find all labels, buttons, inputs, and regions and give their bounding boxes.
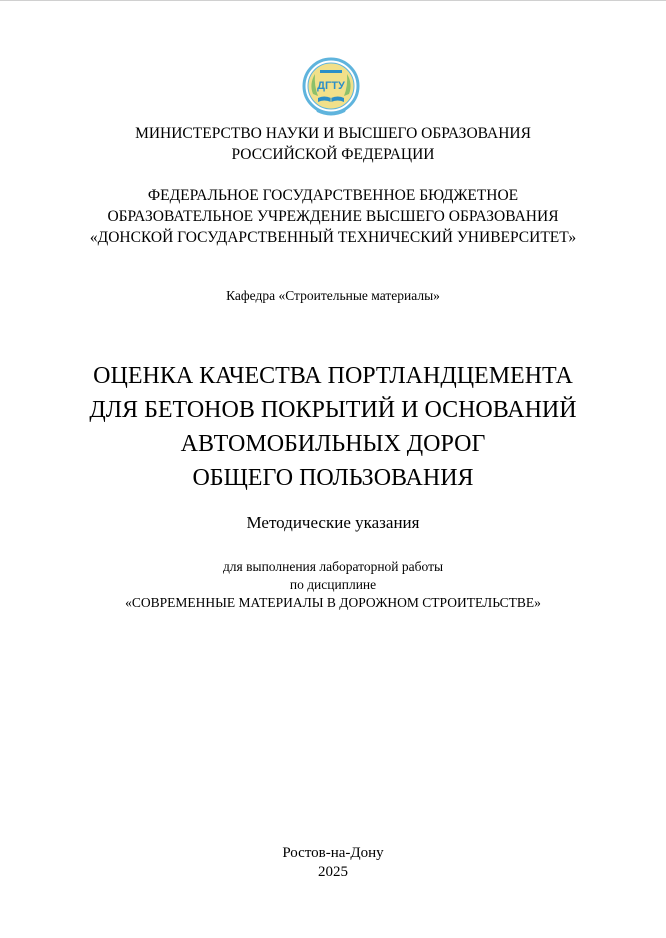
document-purpose xyxy=(0,558,666,612)
ministry-line-1: МИНИСТЕРСТВО НАУКИ И ВЫСШЕГО ОБРАЗОВАНИЯ xyxy=(135,125,531,142)
document-title xyxy=(0,359,666,495)
institution-heading xyxy=(0,185,666,248)
subtitle-text: Методические указания xyxy=(246,513,420,532)
logo-text: ДГТУ xyxy=(317,80,345,92)
institution-line-1: ФЕДЕРАЛЬНОЕ ГОСУДАРСТВЕННОЕ БЮДЖЕТНОЕ xyxy=(147,187,519,204)
document-subtitle xyxy=(0,512,666,534)
purpose-line-3: «СОВРЕМЕННЫЕ МАТЕРИАЛЫ В ДОРОЖНОМ СТРОИТЕЛЬСТВЕ» xyxy=(125,595,541,610)
ministry-line-2: РОССИЙСКОЙ ФЕДЕРАЦИИ xyxy=(231,146,435,163)
title-line-2: ДЛЯ БЕТОНОВ ПОКРЫТИЙ И ОСНОВАНИЙ xyxy=(89,397,577,423)
publication-city: Ростов-на-Дону xyxy=(282,845,384,861)
title-line-4: ОБЩЕГО ПОЛЬЗОВАНИЯ xyxy=(192,465,474,491)
department-text: Кафедра «Строительные материалы» xyxy=(226,288,440,303)
purpose-line-1: для выполнения лабораторной работы xyxy=(222,559,444,574)
title-line-3: АВТОМОБИЛЬНЫХ ДОРОГ xyxy=(180,431,486,457)
university-emblem-icon xyxy=(301,56,361,120)
ministry-heading xyxy=(0,123,666,165)
publication-year: 2025 xyxy=(318,864,348,880)
institution-line-2: ОБРАЗОВАТЕЛЬНОЕ УЧРЕЖДЕНИЕ ВЫСШЕГО ОБРАЗОВАНИЯ xyxy=(107,208,559,225)
publication-imprint xyxy=(0,844,666,882)
department-label xyxy=(0,287,666,305)
title-line-1: ОЦЕНКА КАЧЕСТВА ПОРТЛАНДЦЕМЕНТА xyxy=(93,363,573,389)
institution-line-3: «ДОНСКОЙ ГОСУДАРСТВЕННЫЙ ТЕХНИЧЕСКИЙ УНИВЕРСИТЕТ» xyxy=(89,229,577,246)
purpose-line-2: по дисциплине xyxy=(289,577,377,592)
